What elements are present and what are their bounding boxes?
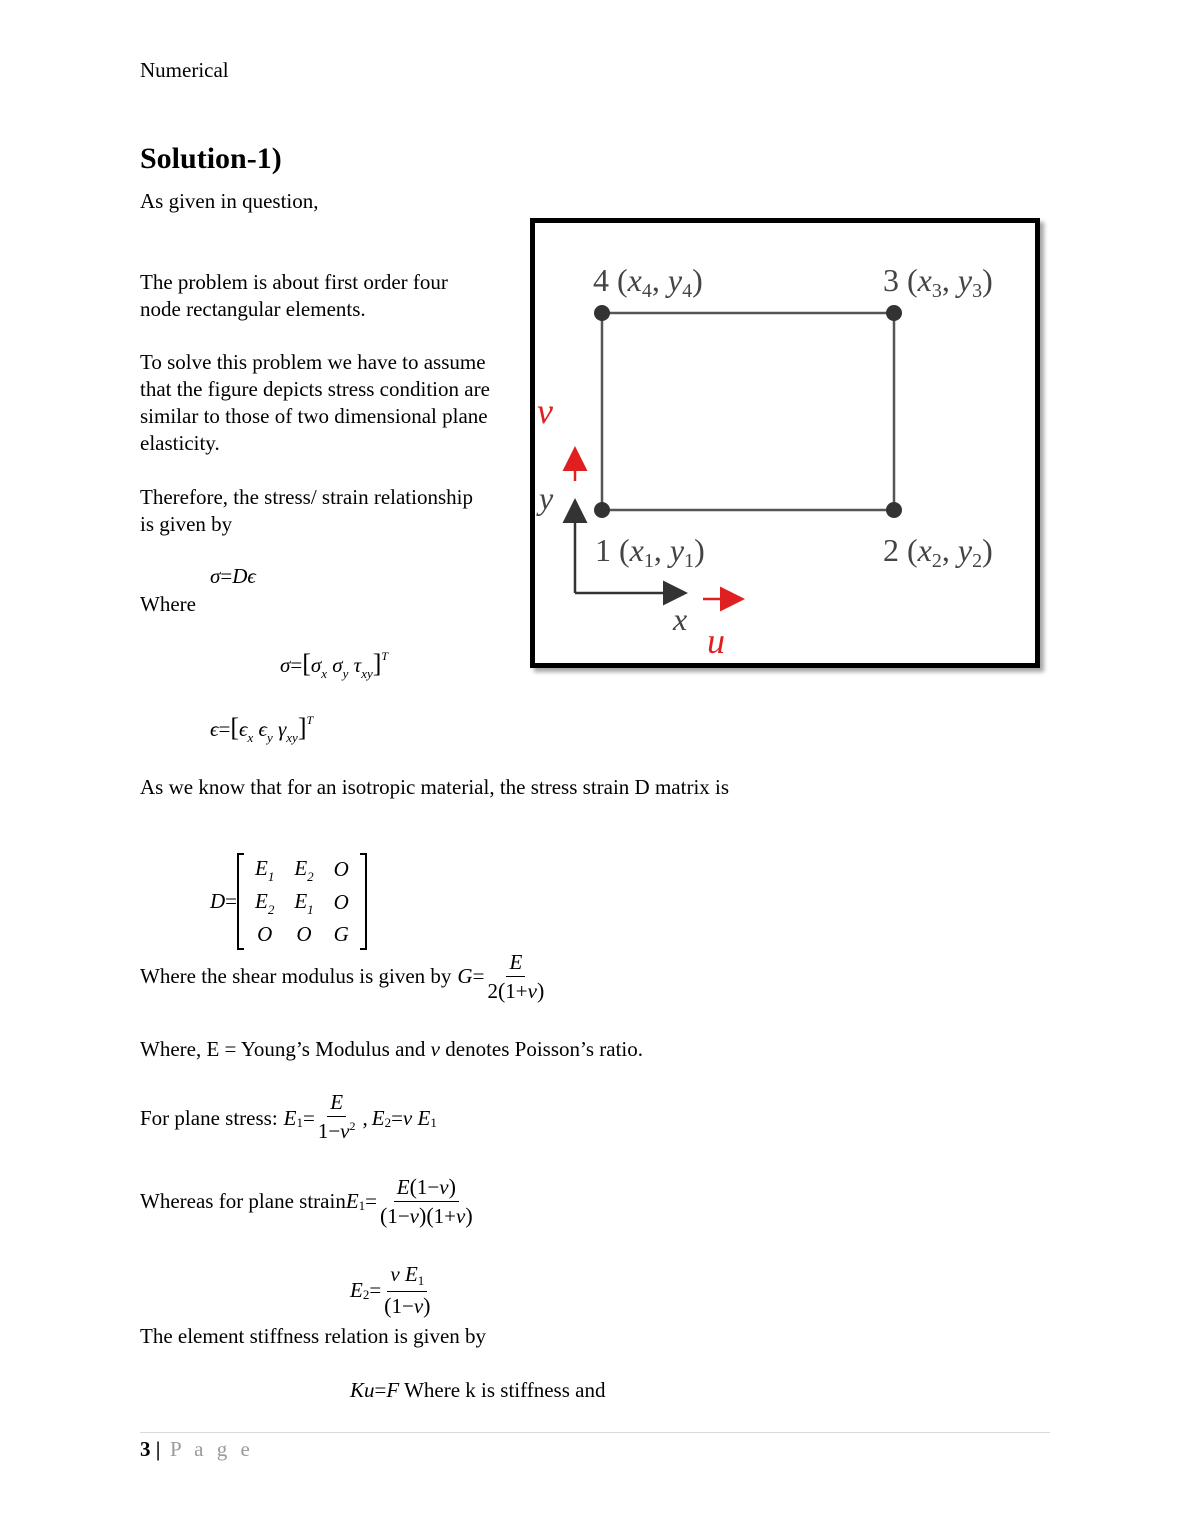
d-matrix-equation: D= $E_1$ $E_2$ O $E_2$ $E_1$ O O O G — [210, 853, 367, 950]
shear-text: Where the shear modulus is given by — [140, 964, 452, 988]
equation-epsilon-vector: $\epsilon=[\epsilon_x$ $\epsilon_y$ $\gamma_{xy}]^T$ — [210, 713, 314, 745]
f-symbol: F — [386, 1378, 400, 1402]
solution-heading: Solution-1) — [140, 142, 282, 175]
element-figure — [530, 218, 1040, 668]
plane-strain-fraction: $\frac{E(1-v)}{(1-v)(1+v)}$ — [380, 1174, 473, 1228]
element-rectangle — [602, 313, 894, 510]
v-label: v — [537, 391, 553, 431]
node-3-dot — [886, 305, 902, 321]
paragraph-assumption: To solve this problem we have to assume that the figure depicts stress condition are similar to those of two dimensional plane elasticity. — [140, 350, 490, 455]
rectangle-element-diagram — [535, 223, 1035, 663]
plane-stress-line: For plane stress: E 1 = $\frac{E}{1-v^2}$ , E 2 = v E 1 — [140, 1090, 437, 1146]
poisson-var: v — [430, 1037, 440, 1061]
node-1-label: 1 (x1, y1) — [595, 532, 705, 572]
plane-stress-label: For plane stress: — [140, 1105, 278, 1130]
intro-text: As given in question, — [140, 189, 319, 213]
x-label: x — [673, 601, 688, 637]
youngs-text: Where, E = Young’s Modulus and — [140, 1037, 426, 1061]
node-2-label: 2 (x2, y2) — [883, 532, 993, 572]
plane-stress-fraction: $\frac{E}{1-v^2}$ — [317, 1090, 356, 1143]
node-2-dot — [886, 502, 902, 518]
d-symbol: D — [232, 564, 248, 588]
plane-strain-line: Whereas for plane strain E 1 = $\frac{E(1-v)}{(1-v)(1+v)}$ — [140, 1175, 476, 1228]
page-number: 3 — [140, 1437, 151, 1461]
stiffness-equation: Ku=F Where k is stiffness and — [350, 1378, 606, 1402]
node-4-dot — [594, 305, 610, 321]
header-title: Numerical — [140, 58, 229, 82]
matrix-cell: G — [333, 922, 349, 946]
stiffness-tail: Where k is stiffness and — [404, 1378, 606, 1402]
d-matrix: $E_1$ $E_2$ O $E_2$ $E_1$ O O O G — [237, 853, 367, 950]
matrix-cell: O — [296, 922, 312, 946]
footer-page-number — [140, 1437, 160, 1462]
footer-divider — [140, 1432, 1050, 1433]
paragraph-element-type: The problem is about first order four node rectangular elements. — [140, 270, 448, 321]
plane-strain-label: Whereas for plane strain — [140, 1189, 346, 1213]
youngs-modulus-line — [140, 1036, 643, 1063]
transpose-sup: T — [381, 649, 389, 663]
e2-equation: E 2 = $\frac{\text{v E1}}{(1-v)}$ — [350, 1262, 434, 1318]
node-1-dot — [594, 502, 610, 518]
where-label: Where — [140, 592, 196, 616]
y-label: y — [539, 480, 554, 516]
node-4-label: 4 (x4, y4) — [593, 262, 703, 302]
epsilon-symbol: ϵ — [247, 564, 256, 588]
shear-modulus-line: Where the shear modulus is given by G = $\frac{E}{2(1+v)}$ — [140, 950, 547, 1003]
poisson-text: denotes Poisson’s ratio. — [445, 1037, 643, 1061]
ku-symbol: Ku — [350, 1378, 375, 1402]
matrix-cell: O — [333, 890, 349, 914]
matrix-cell: O — [257, 922, 273, 946]
matrix-cell: O — [333, 857, 349, 881]
shear-fraction: $\frac{E}{2(1+v)}$ — [487, 950, 545, 1003]
page-separator: | — [155, 1437, 161, 1461]
e2-fraction: $\frac{\text{v E1}}{(1-v)}$ — [384, 1262, 431, 1318]
stiffness-text: The element stiffness relation is given by — [140, 1324, 487, 1348]
equation-sigma-vector: $\sigma=[\sigma_x$ $\sigma_y$ $\tau_{xy}]^T$ — [280, 649, 389, 681]
node-3-label: 3 (x3, y3) — [883, 262, 993, 302]
isotropic-text: As we know that for an isotropic material, the stress strain D matrix is — [140, 775, 730, 799]
sigma-symbol: σ — [210, 564, 221, 588]
equation-sigma-d-epsilon: σ=Dϵ — [210, 564, 256, 588]
u-label: u — [707, 621, 725, 661]
paragraph-stress-strain: Therefore, the stress/ strain relationship is given by — [140, 485, 473, 536]
footer-page-label: P a g e — [170, 1437, 254, 1461]
